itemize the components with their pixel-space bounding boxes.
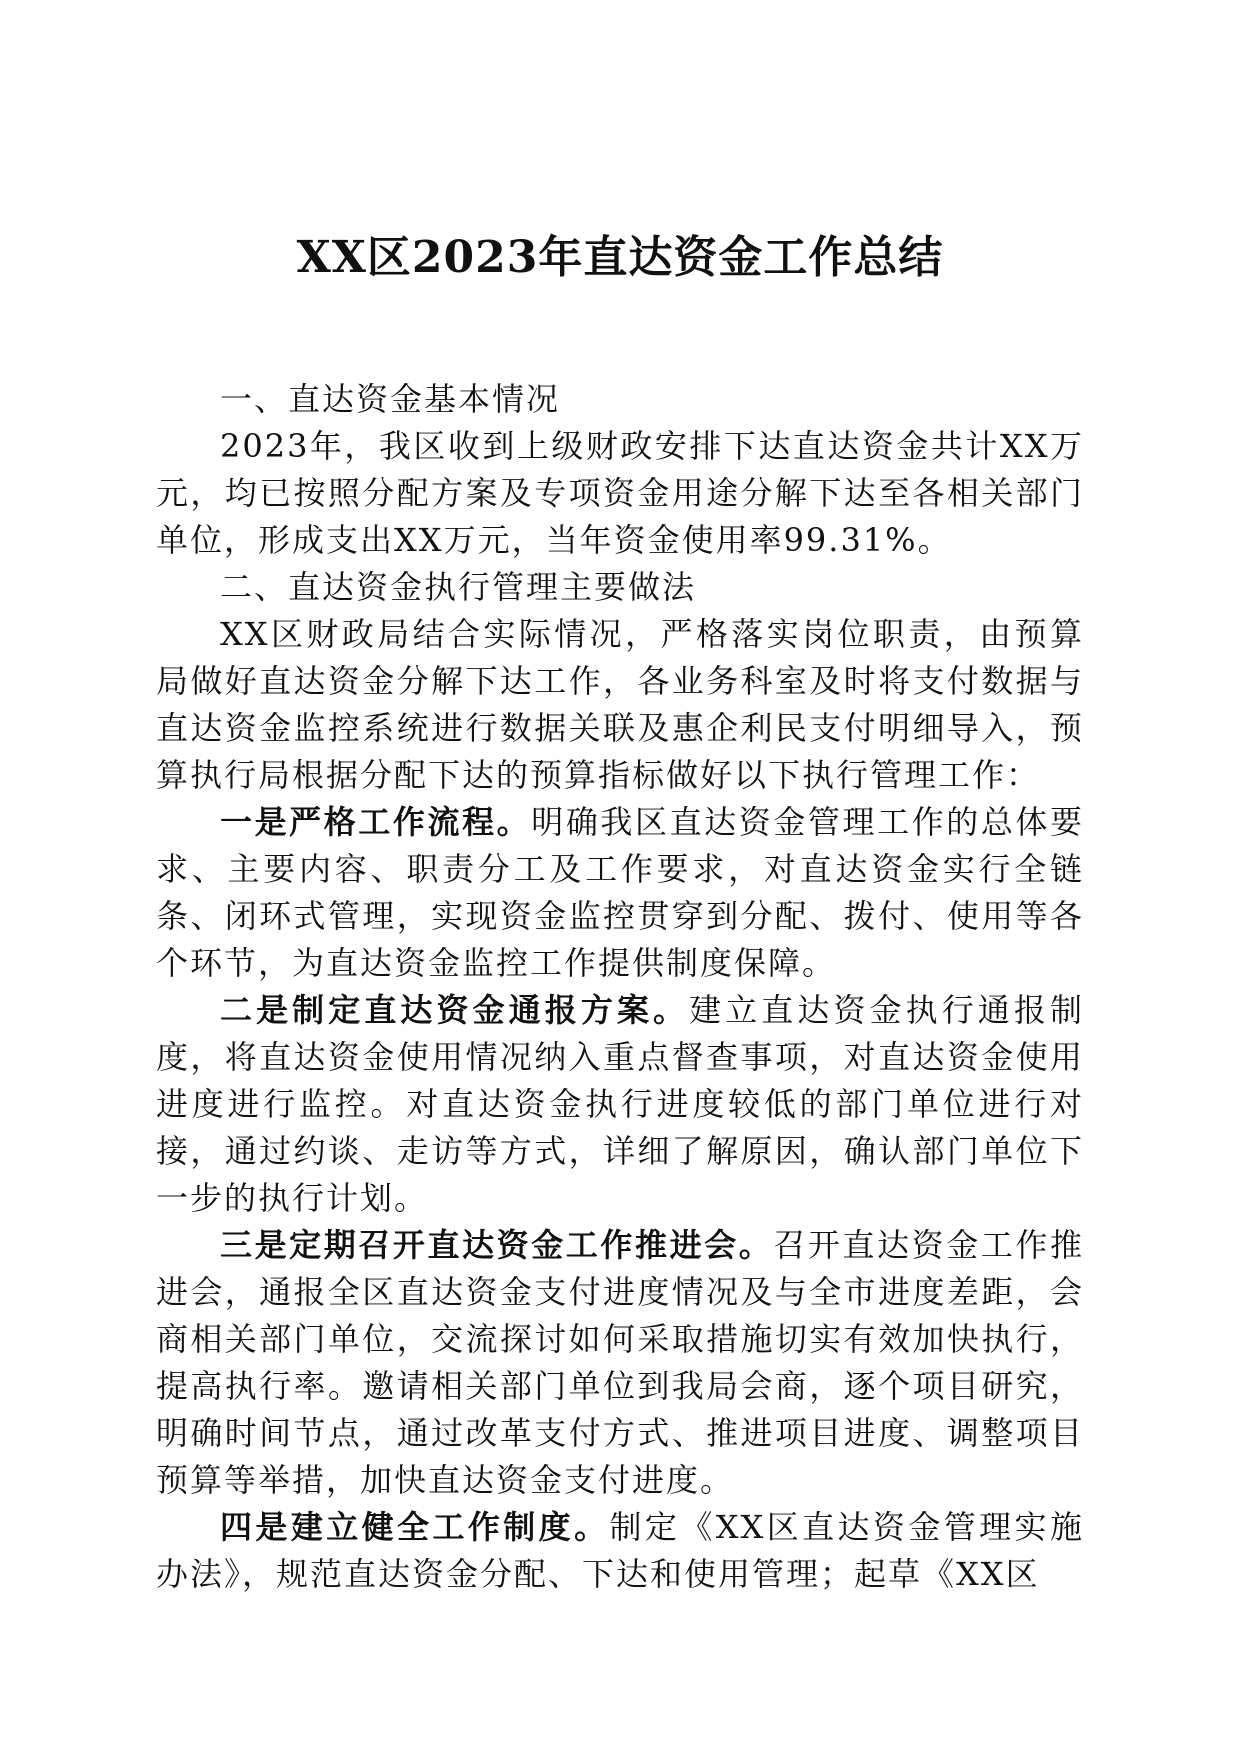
- document-title: XX区2023年直达资金工作总结: [296, 232, 944, 283]
- item-text: 建立直达资金执行通报制度，将直达资金使用情况纳入重点督查事项，对直达资金使用进度进行监控。对直达资金执行进度较低的部门单位进行对接，通过约谈、走访等方式，详细了解原因，确认部门单位下一步的执行计划。: [156, 991, 1084, 1217]
- item-lead: 四是建立健全工作制度。: [220, 1508, 610, 1546]
- document-body: [156, 376, 1084, 1598]
- item-paragraph: [156, 1222, 1084, 1504]
- item-paragraph: [156, 799, 1084, 987]
- item-text: 明确我区直达资金管理工作的总体要求、主要内容、职责分工及工作要求，对直达资金实行全链条、闭环式管理，实现资金监控贯穿到分配、拨付、使用等各个环节，为直达资金监控工作提供制度保障。: [156, 803, 1084, 982]
- section-intro: XX区财政局结合实际情况，严格落实岗位职责，由预算局做好直达资金分解下达工作，各业务科室及时将支付数据与直达资金监控系统进行数据关联及惠企利民支付明细导入，预算执行局根据分配下达的预算指标做好以下执行管理工作：: [156, 615, 1084, 794]
- item-text: 召开直达资金工作推进会，通报全区直达资金支付进度情况及与全市进度差距，会商相关部门单位，交流探讨如何采取措施切实有效加快执行，提高执行率。邀请相关部门单位到我局会商，逐个项目研究，明确时间节点，通过改革支付方式、推进项目进度、调整项目预算等举措，加快直达资金支付进度。: [156, 1226, 1084, 1499]
- section-heading: 二、直达资金执行管理主要做法: [220, 568, 697, 606]
- section-paragraph: 2023年，我区收到上级财政安排下达直达资金共计XX万元，均已按照分配方案及专项资金用途分解下达至各相关部门单位，形成支出XX万元，当年资金使用率99.31%。: [156, 427, 1084, 559]
- item-paragraph: [156, 987, 1084, 1222]
- item-lead: 二是制定直达资金通报方案。: [220, 991, 690, 1029]
- item-paragraph: [156, 1504, 1084, 1598]
- item-lead: 一是严格工作流程。: [220, 803, 532, 841]
- section-heading: 一、直达资金基本情况: [220, 380, 561, 418]
- item-lead: 三是定期召开直达资金工作推进会。: [220, 1226, 774, 1264]
- item-text: 制定《XX区直达资金管理实施办法》，规范直达资金分配、下达和使用管理；起草《XX区: [156, 1508, 1084, 1593]
